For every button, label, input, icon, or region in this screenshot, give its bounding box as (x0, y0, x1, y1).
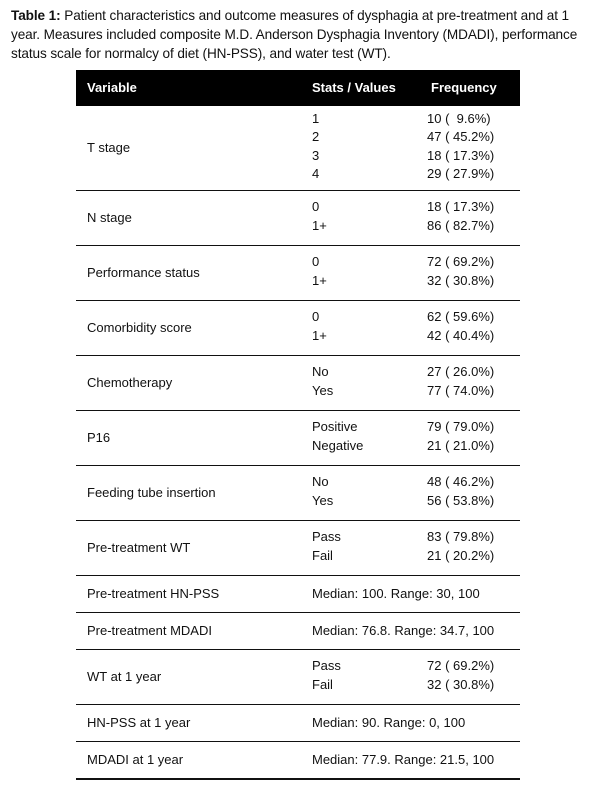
stat-value: 1+ (312, 327, 327, 343)
summary-cell: Median: 77.9. Range: 21.5, 100 (312, 752, 495, 767)
variable-cell: P16 (87, 429, 111, 445)
stat-value: Pass (312, 658, 341, 674)
stat-value: 1 (312, 110, 320, 126)
frequency-value: 27 ( 26.0%) (427, 364, 495, 380)
frequency-value: 79 ( 79.0%) (427, 419, 495, 435)
stat-value: Yes (312, 492, 334, 508)
stat-value: 1+ (312, 217, 327, 233)
caption-label: Table 1: (11, 8, 61, 23)
summary-cell: Median: 100. Range: 30, 100 (312, 585, 480, 601)
stat-value: Pass (312, 529, 341, 545)
frequency-value: 48 ( 46.2%) (427, 474, 495, 490)
table-row (76, 576, 520, 613)
summary-cell: Median: 90. Range: 0, 100 (312, 714, 466, 730)
stat-value: Negative (312, 437, 364, 453)
summary-cell: Median: 76.8. Range: 34.7, 100 (312, 622, 495, 638)
frequency-value: 56 ( 53.8%) (427, 492, 495, 508)
variable-cell: HN-PSS at 1 year (87, 714, 191, 730)
frequency-value: 86 ( 82.7%) (427, 217, 495, 233)
frequency-value: 21 ( 20.2%) (427, 547, 495, 563)
frequency-value: 83 ( 79.8%) (427, 529, 495, 545)
table-row (76, 301, 520, 356)
table-row (76, 246, 520, 301)
table-row (76, 742, 520, 780)
stat-value: Positive (312, 419, 358, 435)
variable-cell: Performance status (87, 264, 200, 280)
table-row (76, 613, 520, 650)
frequency-value: 42 ( 40.4%) (427, 327, 495, 343)
frequency-value: 72 ( 69.2%) (427, 254, 495, 270)
frequency-value: 47 ( 45.2%) (427, 129, 495, 145)
caption-text: Patient characteristics and outcome measures of dysphagia at pre-treatment and at 1 year. Measures included composite M.D. Anderson Dysphagia Inventory (MDADI), performance status scale for normalcy of diet (HN-PSS), and water test (WT). (11, 8, 578, 61)
frequency-value: 21 ( 21.0%) (427, 437, 495, 453)
characteristics-table (76, 70, 520, 780)
table-row (76, 466, 520, 521)
table-body (76, 106, 520, 780)
table-row (76, 356, 520, 411)
stat-value: 4 (312, 165, 320, 181)
frequency-value: 18 ( 17.3%) (427, 199, 495, 215)
stat-value: 0 (312, 309, 320, 325)
variable-cell: Pre-treatment MDADI (87, 622, 212, 638)
frequency-value: 32 ( 30.8%) (427, 272, 495, 288)
table-row (76, 521, 520, 576)
frequency-value: 72 ( 69.2%) (427, 658, 495, 674)
frequency-value: 32 ( 30.8%) (427, 676, 495, 692)
frequency-value: 29 ( 27.9%) (427, 165, 495, 181)
variable-cell: MDADI at 1 year (87, 752, 184, 767)
table-row (76, 705, 520, 742)
stat-value: Fail (312, 676, 333, 692)
stat-value: Yes (312, 382, 334, 398)
table-row (76, 191, 520, 246)
header-stats: Stats / Values (312, 80, 396, 95)
variable-cell: N stage (87, 209, 132, 225)
variable-cell: Feeding tube insertion (87, 484, 216, 500)
variable-cell: WT at 1 year (87, 668, 162, 684)
variable-cell: Chemotherapy (87, 374, 173, 390)
stat-value: 0 (312, 199, 320, 215)
frequency-value: 77 ( 74.0%) (427, 382, 495, 398)
table-header (76, 70, 520, 106)
stat-value: 3 (312, 147, 320, 163)
frequency-value: 10 ( 9.6%) (427, 110, 491, 126)
header-variable: Variable (87, 80, 137, 95)
stat-value: Fail (312, 547, 333, 563)
frequency-value: 62 ( 59.6%) (427, 309, 495, 325)
variable-cell: Pre-treatment HN-PSS (87, 585, 220, 601)
frequency-value: 18 ( 17.3%) (427, 147, 495, 163)
table-row (76, 411, 520, 466)
stat-value: 2 (312, 129, 320, 145)
stat-value: No (312, 364, 329, 380)
table-row (76, 650, 520, 705)
header-frequency: Frequency (431, 80, 497, 95)
stat-value: 1+ (312, 272, 327, 288)
variable-cell: T stage (87, 139, 131, 155)
table-row (76, 106, 520, 191)
variable-cell: Pre-treatment WT (87, 539, 191, 555)
stat-value: 0 (312, 254, 320, 270)
stat-value: No (312, 474, 329, 490)
table-caption (11, 6, 589, 63)
variable-cell: Comorbidity score (87, 319, 192, 335)
